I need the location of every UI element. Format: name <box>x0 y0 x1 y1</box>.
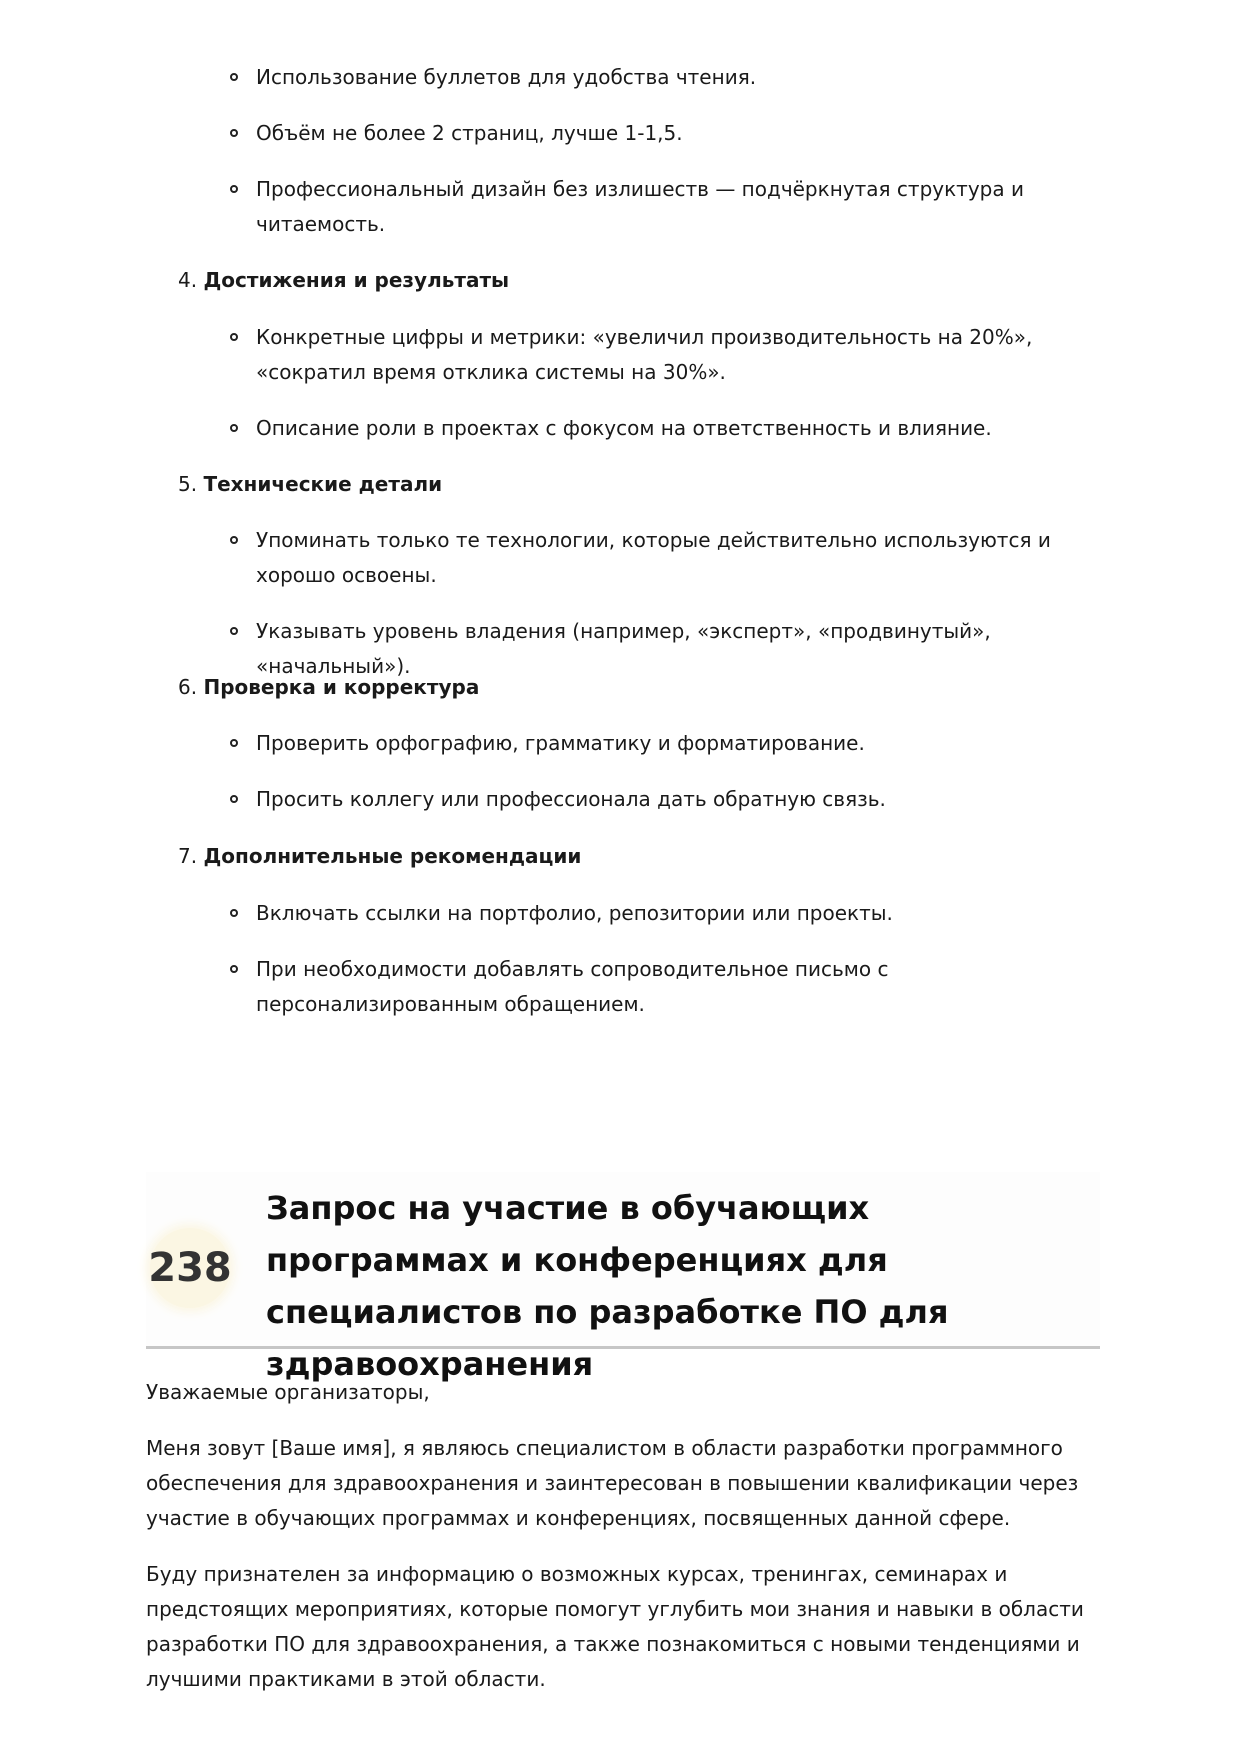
section-number-badge: 238 <box>150 1228 230 1308</box>
list-item: При необходимости добавлять сопроводительное письмо с персонализированным обращением. <box>256 952 1106 1022</box>
numbered-heading <box>178 467 442 502</box>
list-item: Просить коллегу или профессионала дать обратную связь. <box>256 782 1106 817</box>
item-number: 6. <box>178 675 198 699</box>
numbered-heading <box>178 670 479 705</box>
numbered-heading <box>178 839 581 874</box>
list-item: Использование буллетов для удобства чтения. <box>256 60 1106 95</box>
list-item: Указывать уровень владения (например, «эксперт», «продвинутый», «начальный»). <box>256 614 1106 684</box>
list-item: Профессиональный дизайн без излишеств — подчёркнутая структура и читаемость. <box>256 172 1106 242</box>
greeting: Уважаемые организаторы, <box>146 1380 430 1404</box>
paragraph: Меня зовут [Ваше имя], я являюсь специалистом в области разработки программного обеспечения для здравоохранения и заинтересован в повышении квалификации через участие в обучающих программах и конференциях, посвященных данной сфере. <box>146 1436 1079 1530</box>
list-item: Включать ссылки на портфолио, репозитории или проекты. <box>256 896 1106 931</box>
item-title: Дополнительные рекомендации <box>203 844 582 868</box>
item-title: Технические детали <box>203 472 443 496</box>
paragraph: Буду признателен за информацию о возможных курсах, тренингах, семинарах и предстоящих мероприятиях, которые помогут углубить мои знания и навыки в области разработки ПО для здравоохранения, а также познакомиться с новыми тенденциями и лучшими практиками в этой области. <box>146 1562 1084 1691</box>
item-number: 4. <box>178 268 198 292</box>
list-item: Объём не более 2 страниц, лучше 1-1,5. <box>256 116 1106 151</box>
section-header <box>146 1172 1100 1383</box>
numbered-heading <box>178 263 509 298</box>
list-item: Упоминать только те технологии, которые действительно используются и хорошо освоены. <box>256 523 1106 593</box>
item-number: 7. <box>178 844 198 868</box>
list-item: Конкретные цифры и метрики: «увеличил производительность на 20%», «сократил время отклика системы на 30%». <box>256 320 1106 390</box>
list-item: Проверить орфографию, грамматику и форматирование. <box>256 726 1106 761</box>
item-number: 5. <box>178 472 198 496</box>
item-title: Проверка и корректура <box>203 675 480 699</box>
item-title: Достижения и результаты <box>203 268 510 292</box>
section-title: Запрос на участие в обучающих программах и конференциях для специалистов по разработке ПО для здравоохранения <box>266 1189 949 1383</box>
list-item: Описание роли в проектах с фокусом на ответственность и влияние. <box>256 411 1106 446</box>
